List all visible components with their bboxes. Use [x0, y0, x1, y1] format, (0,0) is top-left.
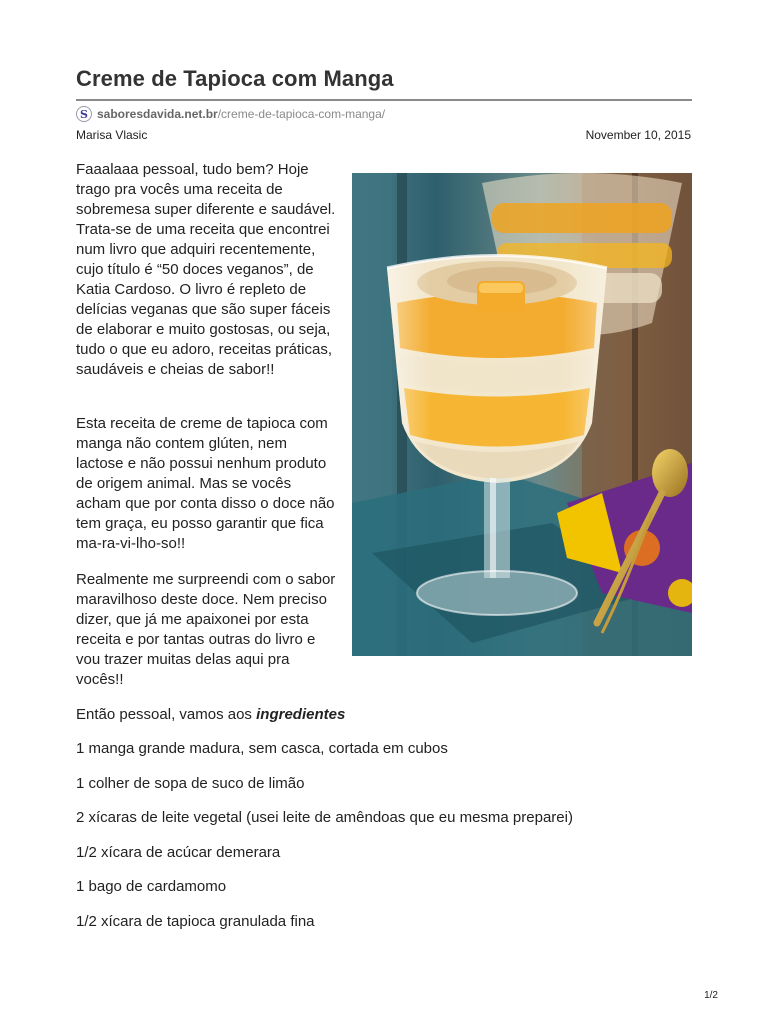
intro-paragraph: Faaalaaa pessoal, tudo bem? Hoje trago pra vocês uma receita de sobremesa super diferente e saudável. Trata-se de uma receita que encontrei num livro que adquiri recentemente, cujo título é “50 doces veganos”, de Katia Cardoso. O livro é repleto de delícias veganas que são super fáceis de elaborar e muito gostosas, ou seja, tudo o que eu adoro, receitas práticas, saudáveis e cheias de sabor!!: [76, 161, 336, 378]
ingredients-intro: [76, 705, 345, 725]
source-domain: saboresdavida.net.br: [97, 107, 218, 121]
author-name: Marisa Vlasic: [76, 128, 148, 142]
ingredients-intro-text: Então pessoal, vamos aos: [76, 706, 257, 723]
ingredient-item: 2 xícaras de leite vegetal (usei leite de amêndoas que eu mesma preparei): [76, 809, 573, 826]
ingredient-item: 1 manga grande madura, sem casca, cortada em cubos: [76, 740, 448, 757]
ingredient-item: 1/2 xícara de tapioca granulada fina: [76, 913, 315, 930]
allergen-paragraph: Esta receita de creme de tapioca com manga não contem glúten, nem lactose e não possui nenhum produto de origem animal. Mas se vocês acham que por conta disso o doce não tem graça, eu posso garantir que fica ma-ra-vi-lho-so!!: [76, 415, 335, 552]
page-number: 1/2: [704, 990, 718, 1001]
source-path: /creme-de-tapioca-com-manga/: [217, 107, 386, 121]
source-url[interactable]: [76, 105, 385, 123]
ingredient-item: 1/2 xícara de acúcar demerara: [76, 844, 281, 861]
dessert-photo: [352, 173, 692, 656]
review-paragraph: Realmente me surpreendi com o sabor maravilhoso deste doce. Nem preciso dizer, que já me apaixonei por esta receita e por tantas outras do livro e vou trazer muitas delas aqui pra vocês!!: [76, 571, 336, 688]
publish-date: November 10, 2015: [585, 128, 691, 142]
article-title: Creme de Tapioca com Manga: [76, 66, 394, 91]
title-divider: [76, 99, 692, 101]
site-favicon-icon: S: [76, 106, 92, 122]
ingredient-item: 1 colher de sopa de suco de limão: [76, 775, 305, 792]
ingredients-heading: ingredientes: [256, 706, 346, 723]
ingredient-item: 1 bago de cardamomo: [76, 878, 227, 895]
